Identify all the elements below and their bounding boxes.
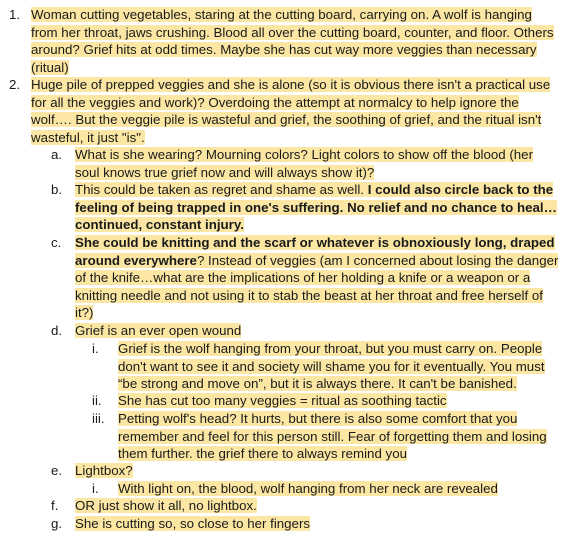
list-item-text: This could be taken as regret and shame as well. I could also circle back to the feeling of being trapped in one's suffering. No relief and no chance to heal…continued, constant injury.: [75, 182, 557, 233]
list-item-text: What is she wearing? Mourning colors? Light colors to show off the blood (her soul knows true grief now and will always show it)?: [75, 147, 534, 180]
list-marker: g.: [51, 516, 63, 531]
list-item-text: She has cut too many veggies = ritual as soothing tactic: [118, 393, 447, 408]
list-item-2c: [51, 234, 561, 322]
list-item-2e: [51, 462, 561, 480]
list-marker: i.: [92, 341, 99, 356]
list-item-2a: [51, 146, 561, 181]
bold-text: I could also circle back to the feeling of being trapped in one's suffering. No relief and no chance to heal…continued, constant injury.: [75, 182, 557, 233]
list-item-2g: [51, 515, 561, 533]
list-marker: d.: [51, 323, 63, 338]
list-item-text: Petting wolf's head? It hurts, but there is also some comfort that you remember and feel for this person still. Fear of forgetting them and losing them further. the grief there to always remind you: [118, 411, 547, 462]
list-item-text: Grief is an ever open wound: [75, 323, 242, 338]
list-item-2d-ii: [92, 392, 561, 410]
list-item-text: Lightbox?: [75, 463, 133, 478]
list-marker: f.: [51, 498, 59, 513]
list-marker: ii.: [92, 393, 102, 408]
list-item-2d: [51, 322, 561, 340]
list-item-text: She is cutting so, so close to her fingers: [75, 516, 311, 531]
list-item-text: Huge pile of prepped veggies and she is alone (so it is obvious there isn't a practical use for all the veggies and work)? Overdoing the attempt at normalcy to help ignore the wolf…. But the veggie pile is wasteful and grief, the soothing of grief, and the ritual isn't wasteful, it just "is".: [31, 77, 551, 145]
list-item-2f: [51, 497, 561, 515]
list-marker: e.: [51, 463, 63, 478]
list-item-1: [9, 6, 561, 76]
list-marker: iii.: [92, 411, 105, 426]
list-item-2d-i: [92, 340, 561, 393]
list-item-2e-i: [92, 480, 561, 498]
list-item-text: She could be knitting and the scarf or whatever is obnoxiously long, draped around everywhere? Instead of veggies (am I concerned about losing the danger of the knife…what are the implications of her holding a knife or a weapon or a knitting needle and not using it to stab the beast at her throat and free herself of it?): [75, 235, 559, 321]
list-item-2d-iii: [92, 410, 561, 463]
list-marker: b.: [51, 182, 63, 197]
list-marker: c.: [51, 235, 62, 250]
list-marker: 2.: [9, 77, 21, 92]
list-item-text: Woman cutting vegetables, staring at the cutting board, carrying on. A wolf is hanging from her throat, jaws crushing. Blood all over the cutting board, counter, and floor. Others around? Grief hits at odd times. Maybe she has cut way more veggies than necessary (ritual): [31, 7, 554, 75]
list-item-text: OR just show it all, no lightbox.: [75, 498, 257, 513]
bold-text: She could be knitting and the scarf or whatever is obnoxiously long, draped around everywhere: [75, 235, 555, 268]
list-marker: a.: [51, 147, 63, 162]
list-item-2: [9, 76, 561, 146]
list-item-text: Grief is the wolf hanging from your throat, but you must carry on. People don't want to see it and society will shame you for it eventually. You must “be strong and move on”, but it is always there. It can't be banished.: [118, 341, 545, 392]
list-marker: i.: [92, 481, 99, 496]
list-item-text: With light on, the blood, wolf hanging from her neck are revealed: [118, 481, 498, 496]
list-item-2b: [51, 181, 561, 234]
list-marker: 1.: [9, 7, 21, 22]
